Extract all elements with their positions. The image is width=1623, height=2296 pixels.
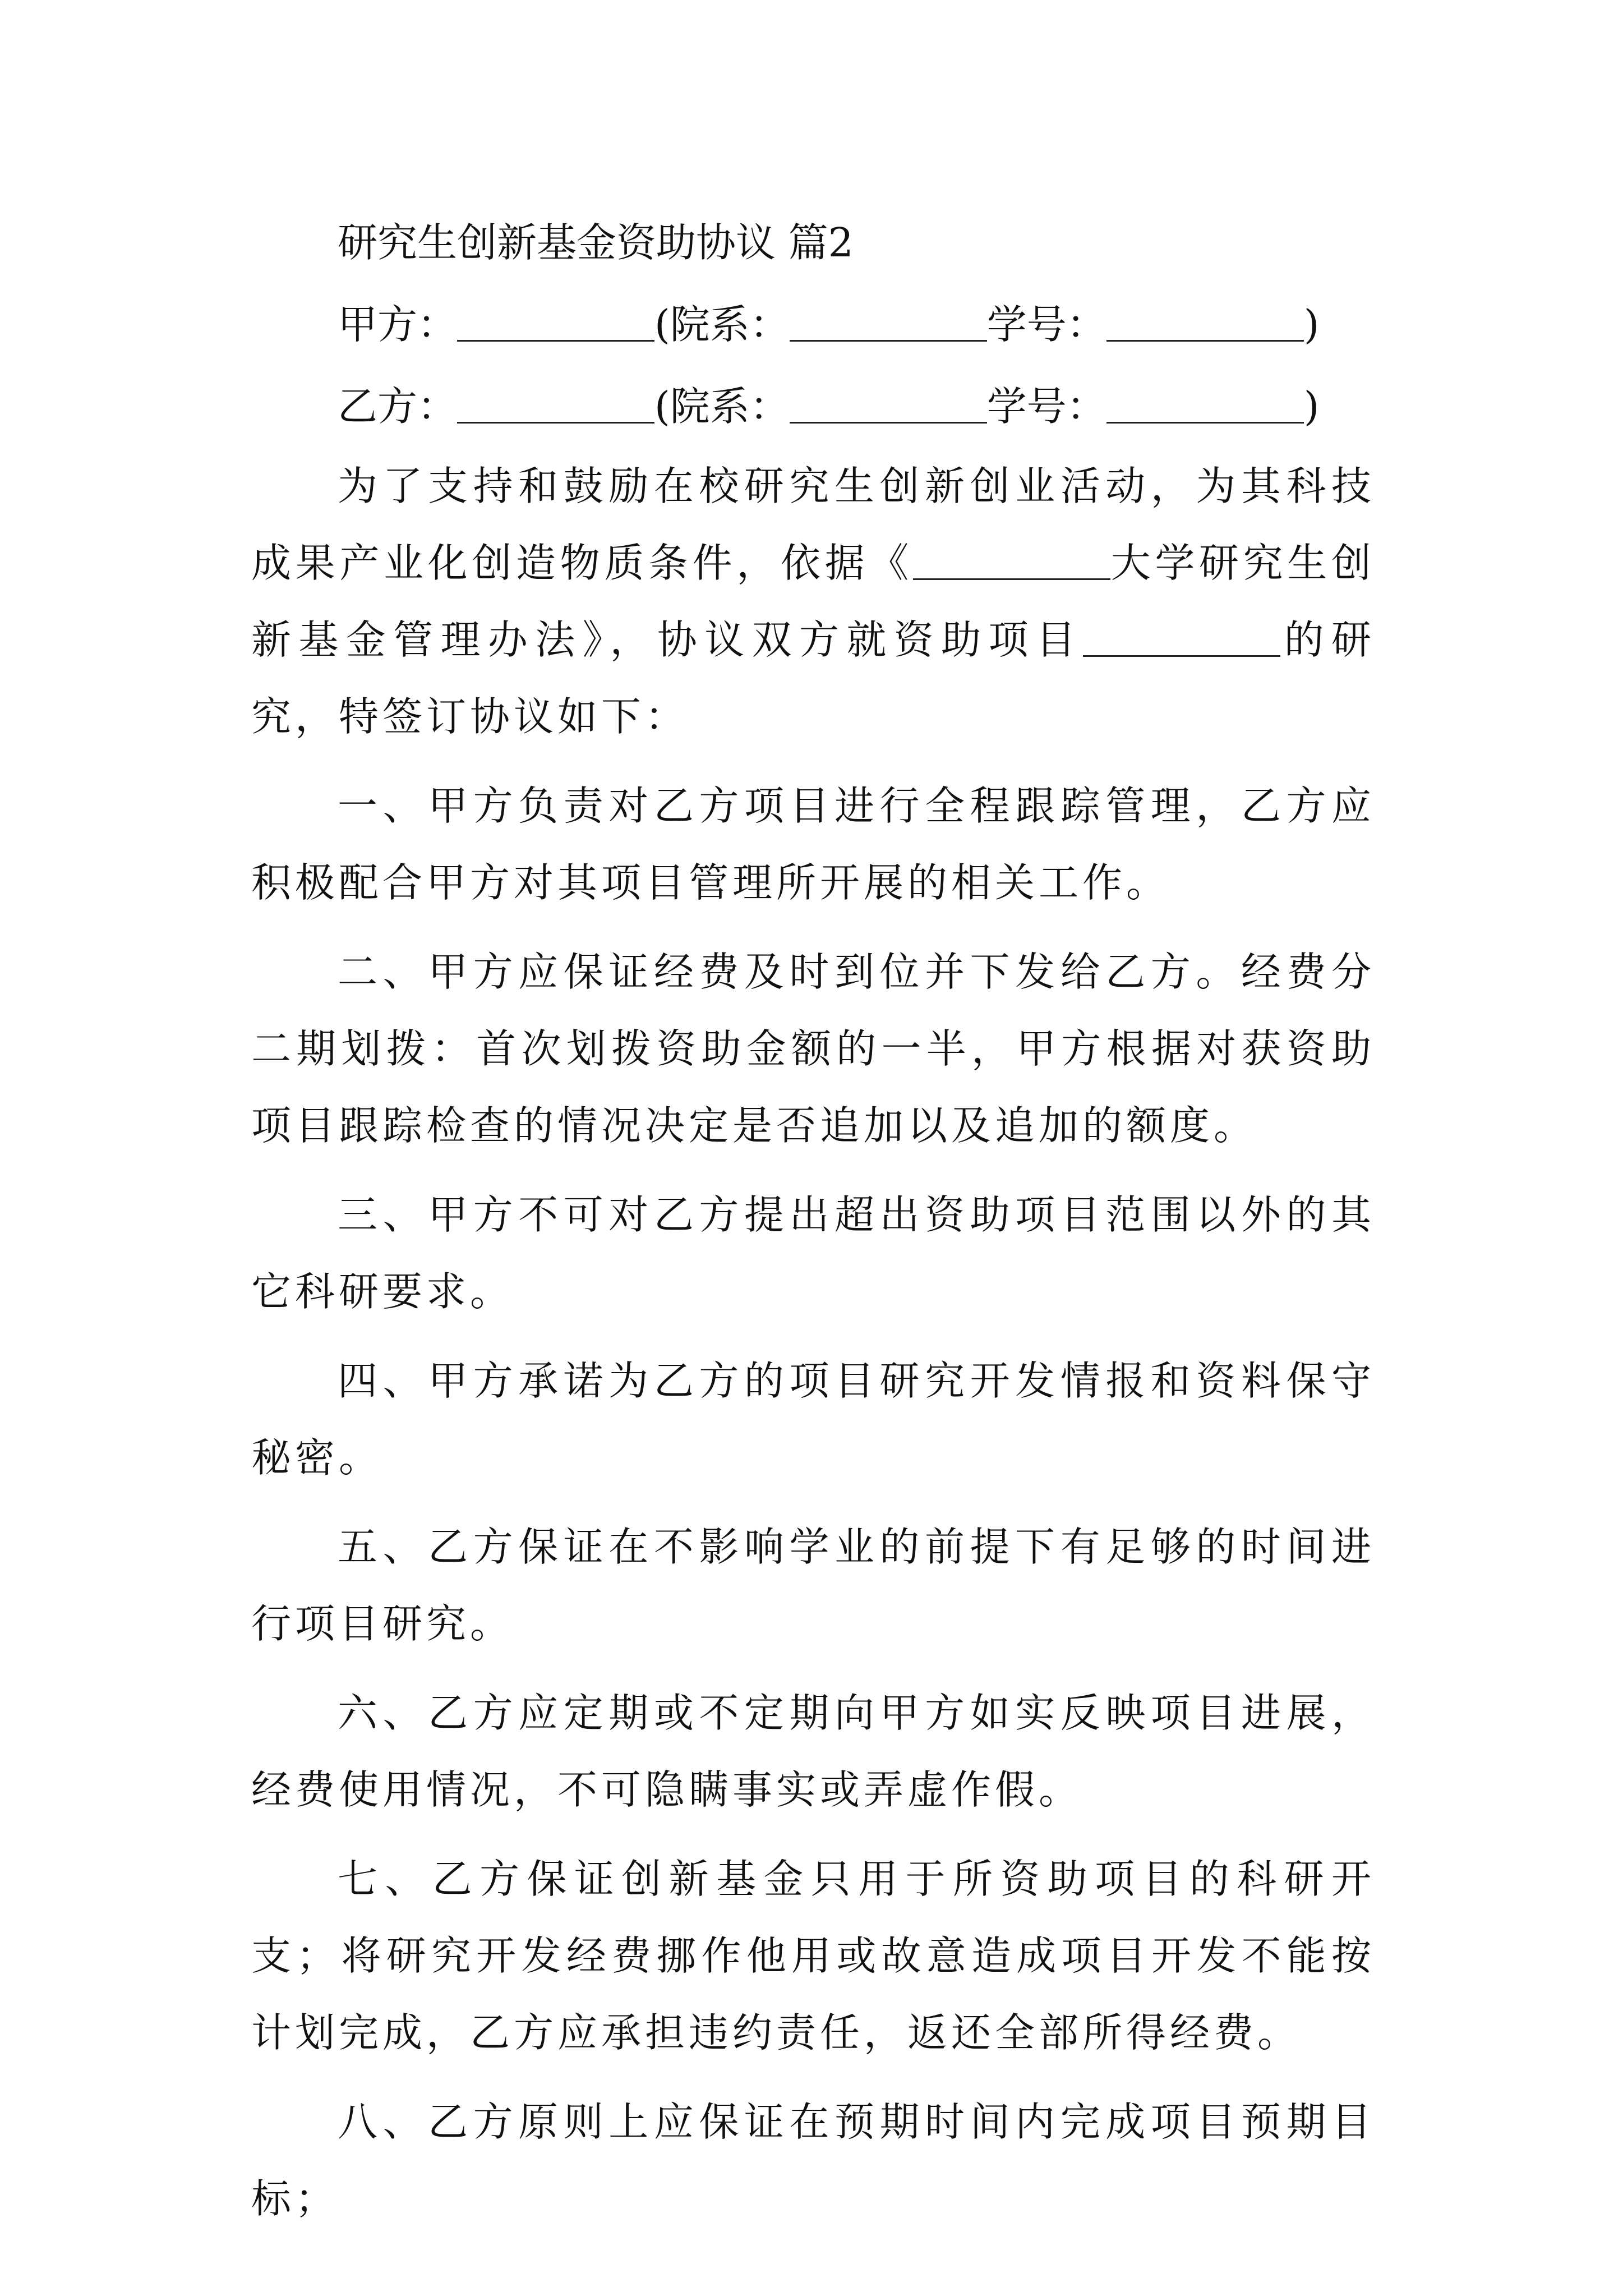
party-b-name-blank <box>457 383 654 424</box>
university-name-blank <box>913 539 1110 580</box>
clause-3: 三、甲方不可对乙方提出超出资助项目范围以外的其它科研要求。 <box>251 1191 1375 1315</box>
clause-4: 四、甲方承诺为乙方的项目研究开发情报和资料保守秘密。 <box>251 1358 1375 1481</box>
clause-5: 五、乙方保证在不影响学业的前提下有足够的时间进行项目研究。 <box>251 1524 1375 1647</box>
intro-paragraph <box>251 448 1375 755</box>
document-title: 研究生创新基金资助协议 篇2 <box>338 219 854 266</box>
intro-text-1: 为了支持和鼓励在校研究生创新创业活动，为其科技成果产业化创造物质条件，依据《 <box>251 463 1375 586</box>
party-a-id-blank <box>1106 301 1304 342</box>
intro-text-2: 大学研究生创新基金管理办法》，协议双方就资助项目 <box>251 540 1375 663</box>
clause-2: 二、甲方应保证经费及时到位并下发给乙方。经费分二期划拨：首次划拨资助金额的一半，甲方根据对获资助项目跟踪检查的情况决定是否追加以及追加的额度。 <box>251 949 1375 1149</box>
project-name-blank <box>1083 616 1280 657</box>
party-a-label: 甲方： <box>338 301 458 348</box>
party-a-dept-label: (院系： <box>654 301 790 348</box>
party-a-dept-blank <box>790 301 987 342</box>
party-b-id-label: 学号： <box>986 383 1106 430</box>
party-b-dept-label: (院系： <box>654 383 790 430</box>
party-b-id-blank <box>1106 383 1304 424</box>
party-a-id-label: 学号： <box>986 301 1106 348</box>
intro-text-3: 的研究，特签订协议如下： <box>251 616 1375 740</box>
document-body <box>251 202 1375 2249</box>
clause-1: 一、甲方负责对乙方项目进行全程跟踪管理，乙方应积极配合甲方对其项目管理所开展的相关工作。 <box>251 783 1375 906</box>
clause-6: 六、乙方应定期或不定期向甲方如实反映项目进展，经费使用情况，不可隐瞒事实或弄虚作假。 <box>251 1690 1375 1813</box>
clause-8: 八、乙方原则上应保证在预期时间内完成项目预期目标； <box>251 2099 1375 2222</box>
party-b-close: ) <box>1303 383 1320 430</box>
party-b-dept-blank <box>790 383 987 424</box>
party-a-close: ) <box>1303 301 1320 348</box>
clause-7: 七、乙方保证创新基金只用于所资助项目的科研开支；将研究开发经费挪作他用或故意造成项目开发不能按计划完成，乙方应承担违约责任，返还全部所得经费。 <box>251 1856 1375 2056</box>
party-a-name-blank <box>457 301 654 342</box>
party-b-label: 乙方： <box>338 383 458 430</box>
party-a-line <box>251 284 1375 366</box>
party-b-line <box>251 366 1375 448</box>
